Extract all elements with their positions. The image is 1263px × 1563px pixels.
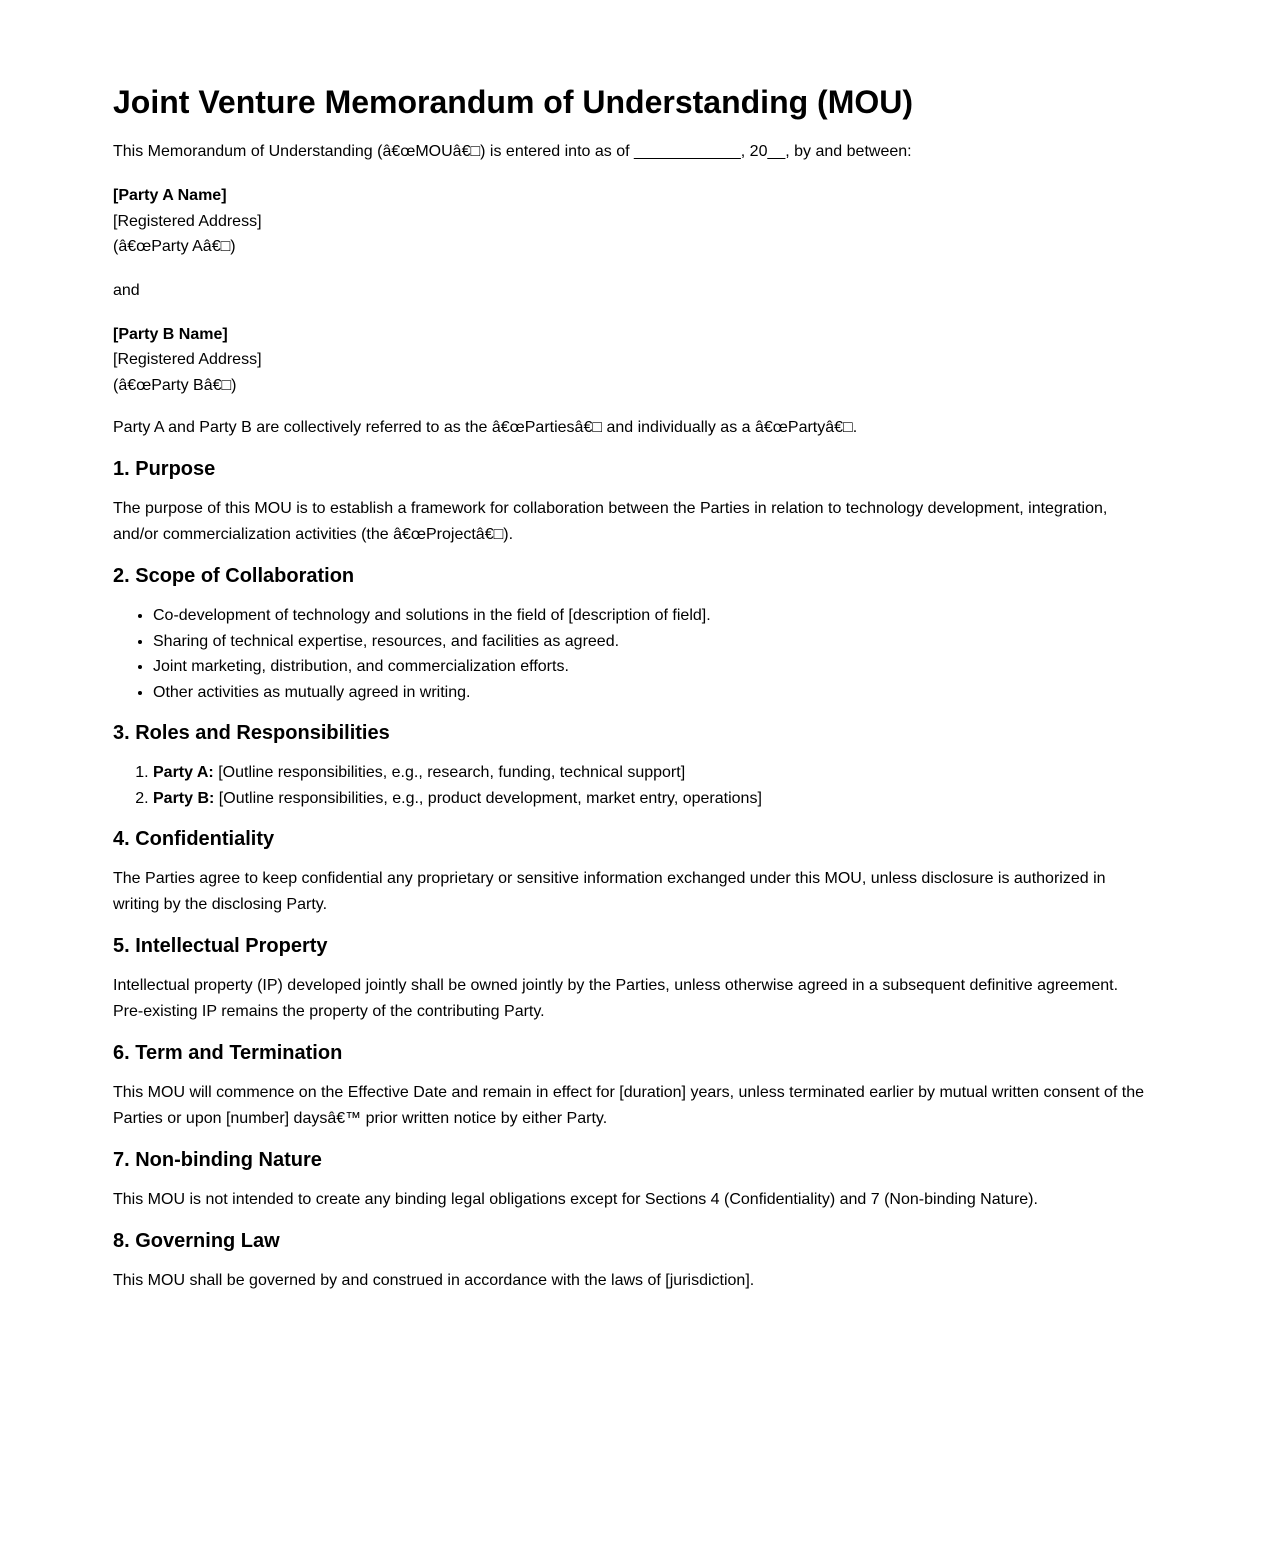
document-title: Joint Venture Memorandum of Understanding (MOU) [113,84,914,120]
list-item: • Co-development of technology and solutions in the field of [description of field]. [153,603,1151,629]
list-item: • Other activities as mutually agreed in writing. [153,680,1151,706]
scope-list [113,603,1151,705]
party-b-alias: (â€œParty Bâ€□) [113,376,237,394]
section-text: The Parties agree to keep confidential any proprietary or sensitive information exchanged under this MOU, unless disclosure is authorized in writing by the disclosing Party. [113,870,1106,913]
section-roles [113,720,1151,811]
section-heading: 8. Governing Law [113,1230,280,1252]
section-heading: 4. Confidentiality [113,828,275,850]
section-text: Intellectual property (IP) developed jointly shall be owned jointly by the Parties, unless otherwise agreed in a subsequent definitive agreement. Pre-existing IP remains the property of the contributing Party. [113,977,1119,1020]
party-b-name: [Party B Name] [113,325,228,343]
section-text: This MOU is not intended to create any binding legal obligations except for Sections 4 (Confidentiality) and 7 (Non-binding Nature). [113,1191,1038,1208]
list-item: • Joint marketing, distribution, and commercialization efforts. [153,654,1151,680]
section-heading: 3. Roles and Responsibilities [113,722,390,744]
section-text: This MOU will commence on the Effective Date and remain in effect for [duration] years, unless terminated earlier by mutual written consent of the Parties or upon [number] daysâ€™ prior written notice by either Party. [113,1084,1144,1127]
roles-list [113,760,1151,811]
section-intellectual-property [113,933,1151,1025]
list-item [153,786,1151,812]
section-heading: 7. Non-binding Nature [113,1149,322,1171]
party-b-address: [Registered Address] [113,351,262,368]
section-heading: 5. Intellectual Property [113,935,328,957]
role-label: Party B: [153,789,215,807]
section-heading: 6. Term and Termination [113,1042,343,1064]
role-label: Party A: [153,764,214,781]
list-item [153,760,1151,786]
party-b-block [113,322,1151,399]
role-text: [Outline responsibilities, e.g., product development, market entry, operations] [214,789,762,807]
party-a-block [113,183,1151,260]
collective-definition: Party A and Party B are collectively referred to as the â€œPartiesâ€□ and individually as a â€œPartyâ€□. [113,419,858,436]
section-text: This MOU shall be governed by and construed in accordance with the laws of [jurisdiction]. [113,1272,755,1289]
section-term-termination [113,1040,1151,1132]
party-a-alias: (â€œParty Aâ€□) [113,238,236,255]
list-item: • Sharing of technical expertise, resources, and facilities as agreed. [153,629,1151,655]
section-confidentiality [113,826,1151,918]
section-text: The purpose of this MOU is to establish a framework for collaboration between the Parties in relation to technology development, integration, and/or commercialization activities (the â€œProjectâ€□). [113,500,1108,543]
party-a-name: [Party A Name] [113,187,227,204]
section-non-binding [113,1147,1151,1213]
party-a-address: [Registered Address] [113,212,262,230]
conjunction-text: and [113,281,140,299]
section-heading: 2. Scope of Collaboration [113,565,355,587]
intro-paragraph: This Memorandum of Understanding (â€œMOUâ€□) is entered into as of ____________, 20__, by and between: [113,143,912,160]
role-text: [Outline responsibilities, e.g., research, funding, technical support] [213,764,686,781]
section-governing-law [113,1228,1151,1294]
section-purpose [113,456,1151,548]
section-heading: 1. Purpose [113,458,216,480]
section-scope [113,563,1151,705]
